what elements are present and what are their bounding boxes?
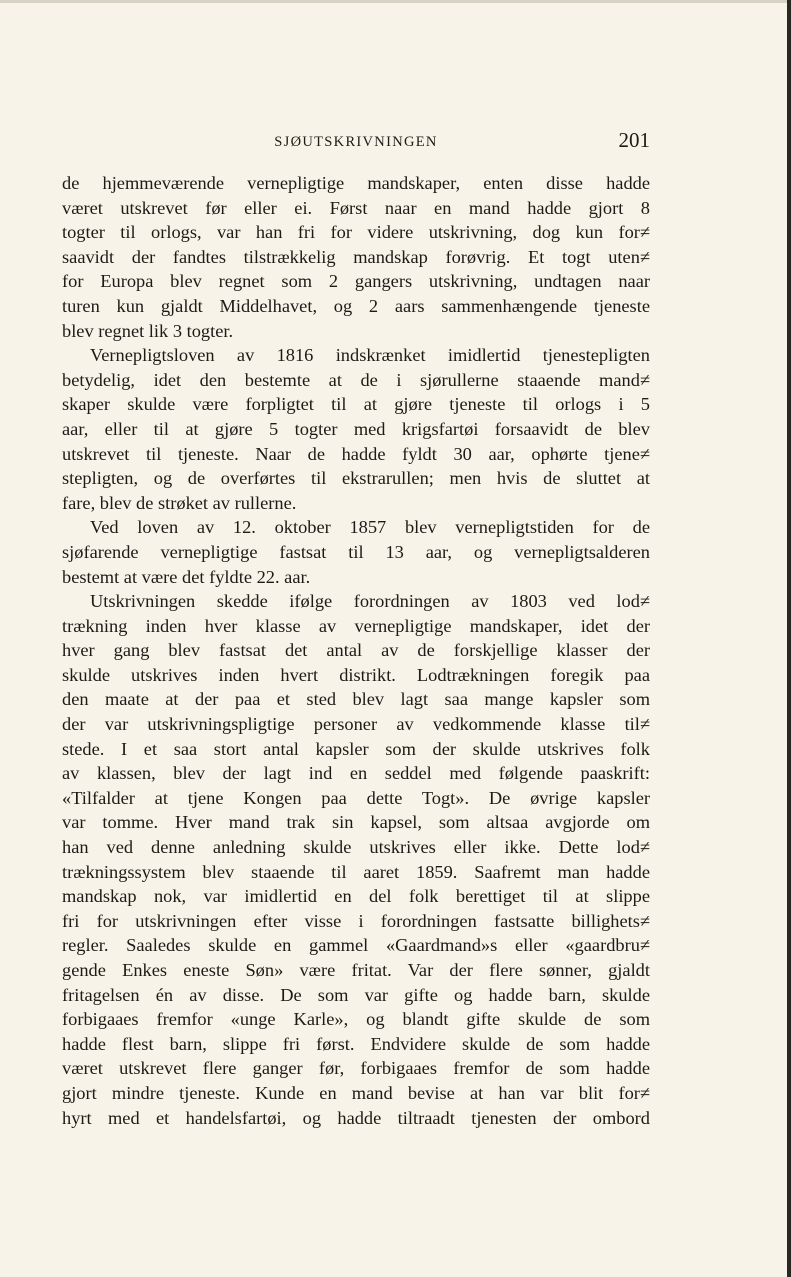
text-line: fritagelsen én av disse. De som var gifte og hadde barn, skulde	[62, 984, 650, 1005]
running-title: SJØUTSKRIVNINGEN	[274, 134, 438, 150]
text-line: gende Enkes eneste Søn» være fritat. Var der flere sønner, gjaldt	[62, 960, 650, 980]
page-number: 201	[618, 128, 650, 152]
text-line: skaper skulde være forpligtet til at gjøre tjeneste til orlogs i 5	[62, 394, 650, 415]
text-line: blev regnet lik 3 togter.	[62, 320, 234, 341]
text-line: turen kun gjaldt Middelhavet, og 2 aars sammenhængende tjeneste	[62, 295, 650, 316]
text-line: Vernepligtsloven av 1816 indskrænket imidlertid tjenestepligten	[90, 345, 650, 366]
text-line: var tomme. Hver mand trak sin kapsel, som altsaa avgjorde om	[62, 812, 650, 833]
text-line: «Tilfalder at tjene Kongen paa dette Togt». De øvrige kapsler	[62, 787, 650, 808]
text-line: han ved denne anledning skulde utskrives eller ikke. Dette lod≠	[62, 837, 650, 858]
text-line: aar, eller til at gjøre 5 togter med krigsfartøi forsaavidt de blev	[62, 418, 650, 439]
text-line: for Europa blev regnet som 2 gangers utskrivning, undtagen naar	[62, 271, 650, 292]
text-line: togter til orlogs, var han fri for videre utskrivning, dog kun for≠	[62, 222, 650, 243]
text-line: bestemt at være det fyldte 22. aar.	[62, 566, 311, 587]
text-line: av klassen, blev der lagt ind en seddel med følgende paaskrift:	[62, 763, 650, 784]
text-line: Utskrivningen skedde ifølge forordningen av 1803 ved lod≠	[90, 591, 650, 612]
text-line: sjøfarende vernepligtige fastsat til 13 aar, og vernepligtsalderen	[62, 541, 650, 562]
text-line: betydelig, idet den bestemte at de i sjørullerne staaende mand≠	[62, 369, 650, 390]
page-top-edge	[0, 0, 791, 3]
text-line: regler. Saaledes skulde en gammel «Gaardmand»s eller «gaardbru≠	[62, 935, 650, 956]
text-line: trækning inden hver klasse av vernepligtige mandskaper, idet der	[62, 615, 650, 636]
text-line: utskrevet til tjeneste. Naar de hadde fyldt 30 aar, ophørte tjene≠	[62, 443, 650, 464]
page-right-edge	[787, 0, 791, 1277]
text-line: trækningssystem blev staaende til aaret 1859. Saafremt man hadde	[62, 861, 650, 882]
text-line: Ved loven av 12. oktober 1857 blev vernepligtstiden for de	[90, 517, 650, 538]
text-line: hyrt med et handelsfartøi, og hadde tiltraadt tjenesten der ombord	[62, 1107, 650, 1128]
text-line: stepligten, og de overførtes til ekstrarullen; men hvis de sluttet at	[62, 468, 650, 489]
text-line: mandskap nok, var imidlertid en del folk berettiget til at slippe	[62, 886, 650, 907]
text-line: hver gang blev fastsat det antal av de forskjellige klasser der	[62, 640, 650, 661]
text-line: der var utskrivningspligtige personer av vedkommende klasse til≠	[62, 714, 650, 735]
text-line: de hjemmeværende vernepligtige mandskaper, enten disse hadde	[62, 173, 650, 193]
text-line: den maate at der paa et sted blev lagt saa mange kapsler som	[62, 689, 650, 710]
body-text	[62, 171, 650, 1130]
text-line: hadde flest barn, slippe fri først. Endvidere skulde de som hadde	[62, 1033, 650, 1054]
text-line: forbigaaes fremfor «unge Karle», og blandt gifte skulde de som	[62, 1009, 650, 1030]
text-line: stede. I et saa stort antal kapsler som der skulde utskrives folk	[62, 738, 650, 759]
text-line: gjort mindre tjeneste. Kunde en mand bevise at han var blit for≠	[62, 1082, 650, 1103]
text-line: skulde utskrives inden hvert distrikt. Lodtrækningen foregik paa	[62, 664, 650, 685]
text-line: været utskrevet flere ganger før, forbigaaes fremfor de som hadde	[62, 1058, 650, 1079]
text-line: fri for utskrivningen efter visse i forordningen fastsatte billighets≠	[62, 910, 650, 931]
page-header	[62, 128, 650, 158]
text-line: saavidt der fandtes tilstrækkelig mandskap forøvrig. Et togt uten≠	[62, 246, 650, 267]
text-line: fare, blev de strøket av rullerne.	[62, 492, 297, 513]
text-line: været utskrevet før eller ei. Først naar en mand hadde gjort 8	[62, 197, 650, 218]
